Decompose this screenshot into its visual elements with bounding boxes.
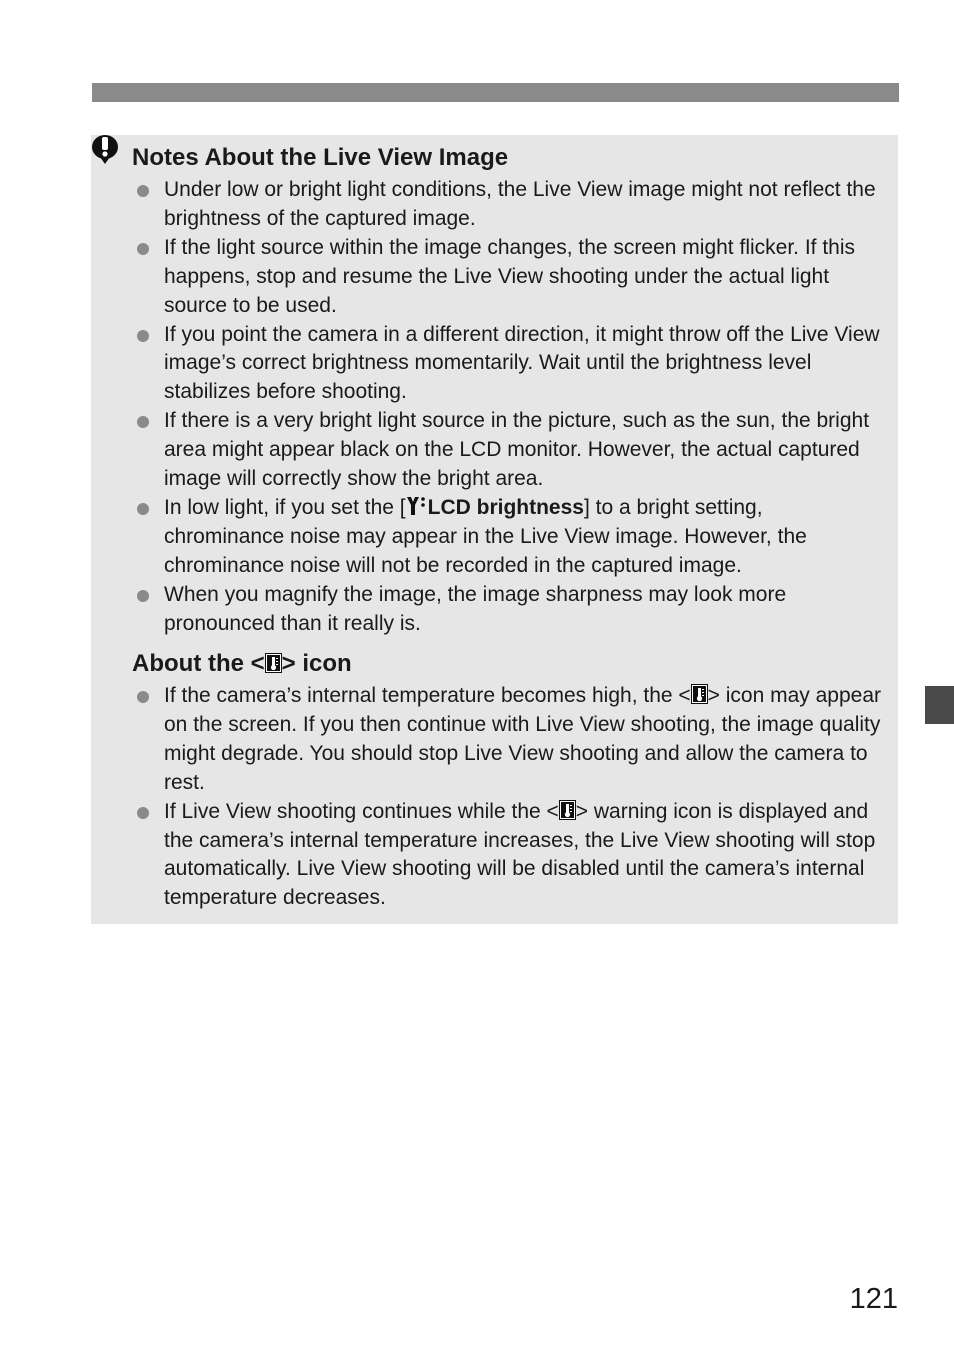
bullet-text: Under low or bright light conditions, the Live View image might not reflect the brightness of the captured image. bbox=[164, 178, 876, 230]
list-item bbox=[132, 321, 884, 408]
list-item bbox=[132, 494, 884, 581]
bullet-dot bbox=[137, 691, 149, 703]
bullet-text-after: > warning icon is displayed and the camera’s internal temperature increases, the Live View shooting will stop automatically. Live View shooting will be disabled until the camera’s internal temperature decreases. bbox=[164, 799, 876, 910]
chapter-side-tab bbox=[925, 686, 954, 724]
temperature-warning-icon bbox=[559, 800, 576, 820]
icon-section-heading bbox=[132, 649, 352, 679]
list-item bbox=[132, 798, 884, 914]
setup-menu-wrench-icon bbox=[406, 496, 428, 516]
bullet-text-before: In low light, if you set the [ bbox=[164, 495, 406, 519]
bullet-text: When you magnify the image, the image sharpness may look more pronounced than it really is. bbox=[164, 582, 787, 635]
bullet-text-after: > icon may appear on the screen. If you then continue with Live View shooting, the image quality might degrade. You should stop Live View shooting and allow the camera to rest. bbox=[164, 684, 882, 794]
bullet-text-after: ] to a bright setting, chrominance noise may appear in the Live View image. However, the chrominance noise will not be recorded in the captured image. bbox=[164, 495, 807, 577]
list-item bbox=[132, 682, 884, 798]
heading-text-before: About the < bbox=[132, 650, 265, 677]
lcd-brightness-setting: LCD brightness bbox=[427, 495, 584, 519]
bullet-text: If the light source within the image changes, the screen might flicker. If this happens, stop and resume the Live View shooting under the actual light source to be used. bbox=[164, 235, 856, 317]
bullet-dot bbox=[137, 243, 149, 255]
bullet-dot bbox=[137, 807, 149, 819]
bullet-text-before: If the camera’s internal temperature becomes high, the < bbox=[164, 684, 691, 707]
bullet-dot bbox=[137, 590, 149, 602]
bullet-dot bbox=[137, 330, 149, 342]
notes-list bbox=[132, 176, 884, 639]
bullet-dot bbox=[137, 416, 149, 428]
list-item bbox=[132, 234, 884, 321]
page-number: 121 bbox=[849, 1283, 898, 1315]
header-bar bbox=[92, 83, 899, 102]
list-item bbox=[132, 581, 884, 639]
bullet-text: If you point the camera in a different direction, it might throw off the Live View image’s correct brightness momentarily. Wait until the brightness level stabilizes before shooting. bbox=[164, 322, 880, 404]
temperature-warning-icon bbox=[691, 684, 708, 704]
temperature-warning-icon bbox=[265, 653, 282, 673]
bullet-text: If there is a very bright light source in the picture, such as the sun, the bright area might appear black on the LCD monitor. However, the actual captured image will correctly show the bright area. bbox=[164, 409, 870, 491]
bullet-dot bbox=[137, 185, 149, 197]
heading-text-after: > icon bbox=[281, 650, 352, 677]
list-item bbox=[132, 176, 884, 234]
caution-icon bbox=[91, 133, 119, 165]
icon-section-list bbox=[132, 682, 884, 913]
bullet-dot bbox=[137, 503, 149, 515]
list-item bbox=[132, 407, 884, 494]
bullet-text-before: If Live View shooting continues while the < bbox=[164, 799, 559, 823]
notes-heading: Notes About the Live View Image bbox=[132, 144, 509, 171]
